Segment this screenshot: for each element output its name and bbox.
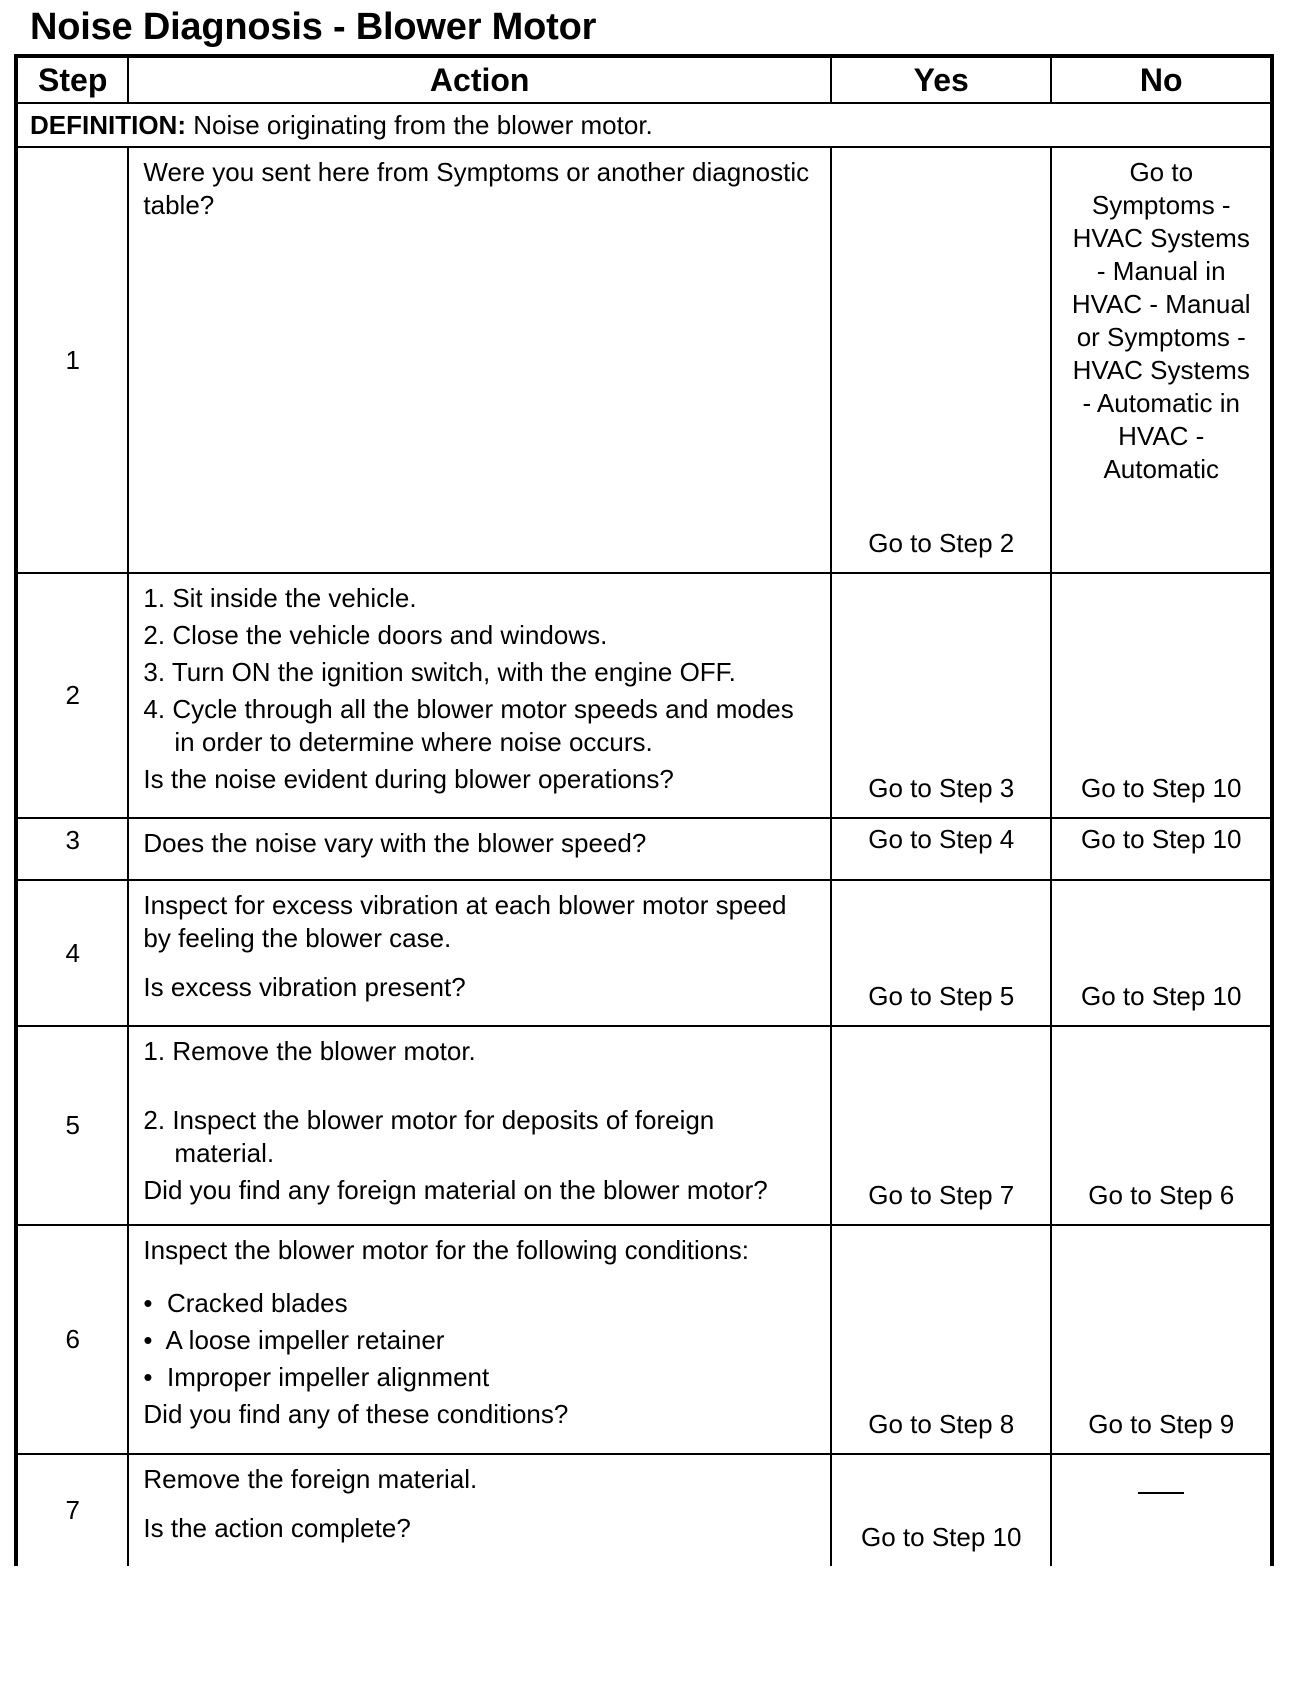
bullet-item: • Improper impeller alignment	[143, 1362, 490, 1392]
yes-link[interactable]: Go to Step 8	[831, 1225, 1052, 1454]
step-number: 7	[16, 1454, 128, 1566]
no-link[interactable]: Go to Step 10	[1051, 880, 1272, 1026]
action-instruction: Inspect the blower motor for the following conditions:	[143, 1235, 749, 1265]
yes-link[interactable]: Go to Step 3	[831, 573, 1052, 818]
table-row-step-5	[16, 1026, 1272, 1225]
action-instruction: Remove the foreign material.	[143, 1464, 478, 1494]
yes-link[interactable]: Go to Step 7	[831, 1026, 1052, 1225]
diagnostic-table	[14, 54, 1274, 1566]
table-row-step-1	[16, 147, 1272, 573]
action-step-4: 4. Cycle through all the blower motor speeds and modes in order to determine where noise occurs.	[143, 694, 794, 757]
page-title: Noise Diagnosis - Blower Motor	[30, 6, 597, 48]
step-number: 5	[16, 1026, 128, 1225]
action-cell	[128, 880, 831, 1026]
action-question: Did you find any foreign material on the blower motor?	[143, 1175, 768, 1205]
action-step-1: 1. Remove the blower motor.	[143, 1036, 476, 1066]
yes-link[interactable]: Go to Step 4	[831, 818, 1052, 880]
step-number: 3	[16, 818, 128, 880]
bullet-item: • A loose impeller retainer	[143, 1325, 445, 1355]
yes-link[interactable]: Go to Step 2	[831, 147, 1052, 573]
definition-label: DEFINITION:	[30, 109, 186, 140]
definition-cell	[16, 103, 1272, 147]
header-yes: Yes	[831, 56, 1052, 103]
action-step-2: 2. Close the vehicle doors and windows.	[143, 620, 608, 650]
step-number: 6	[16, 1225, 128, 1454]
header-action: Action	[128, 56, 831, 103]
action-cell	[128, 1026, 831, 1225]
action-cell	[128, 573, 831, 818]
definition-row	[16, 103, 1272, 147]
step-number: 1	[16, 147, 128, 573]
action-question: Were you sent here from Symptoms or another diagnostic table?	[143, 157, 810, 220]
definition-text: Noise originating from the blower motor.	[186, 109, 653, 140]
action-step-3: 3. Turn ON the ignition switch, with the engine OFF.	[143, 657, 736, 687]
action-step-1: 1. Sit inside the vehicle.	[143, 583, 417, 613]
action-question: Does the noise vary with the blower speed?	[143, 828, 647, 858]
yes-link[interactable]: Go to Step 10	[831, 1454, 1052, 1566]
no-link[interactable]: Go to Step 9	[1051, 1225, 1272, 1454]
no-link[interactable]: Go to Step 10	[1051, 573, 1272, 818]
header-row	[16, 56, 1272, 103]
action-instruction: Inspect for excess vibration at each blower motor speed by feeling the blower case.	[143, 890, 787, 953]
table-row-step-6	[16, 1225, 1272, 1454]
step-number: 4	[16, 880, 128, 1026]
no-link[interactable]: Go to Step 6	[1051, 1026, 1272, 1225]
action-question: Is the action complete?	[143, 1513, 411, 1543]
no-link[interactable]: Go to Step 10	[1051, 818, 1272, 880]
header-step: Step	[16, 56, 128, 103]
action-step-2: 2. Inspect the blower motor for deposits of foreign material.	[143, 1105, 715, 1168]
action-cell	[128, 147, 831, 573]
table-row-step-7	[16, 1454, 1272, 1566]
action-question: Is the noise evident during blower operations?	[143, 764, 674, 794]
yes-link[interactable]: Go to Step 5	[831, 880, 1052, 1026]
table-row-step-4	[16, 880, 1272, 1026]
step-number: 2	[16, 573, 128, 818]
header-no: No	[1051, 56, 1272, 103]
table-row-step-3	[16, 818, 1272, 880]
action-cell	[128, 818, 831, 880]
no-dash	[1051, 1454, 1272, 1566]
action-question: Did you find any of these conditions?	[143, 1399, 569, 1429]
dash-mark	[1138, 1492, 1184, 1494]
action-cell	[128, 1225, 831, 1454]
action-question: Is excess vibration present?	[143, 972, 466, 1002]
action-cell	[128, 1454, 831, 1566]
table-row-step-2	[16, 573, 1272, 818]
bullet-item: • Cracked blades	[143, 1288, 348, 1318]
no-link[interactable]: Go to Symptoms - HVAC Systems - Manual in HVAC - Manual or Symptoms - HVAC Systems - Automatic in HVAC - Automatic	[1051, 147, 1272, 573]
